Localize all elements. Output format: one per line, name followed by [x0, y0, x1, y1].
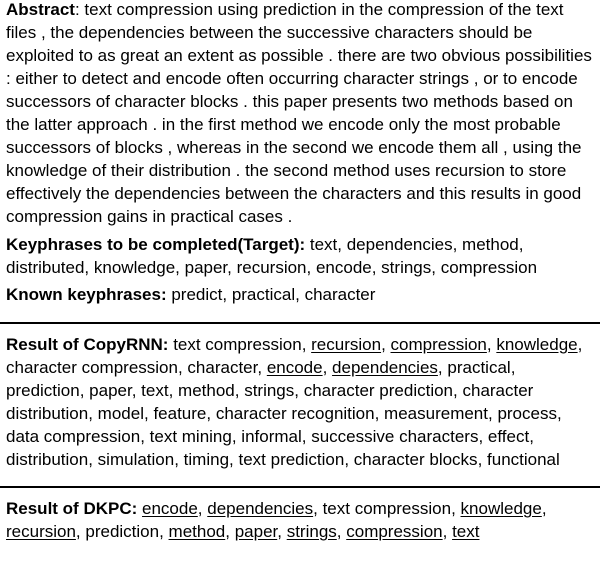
keyphrase-item: encode — [142, 499, 198, 518]
target-label: Keyphrases to be completed(Target): — [6, 235, 306, 254]
abstract-label: Abstract — [6, 0, 75, 19]
keyphrase-item: knowledge — [460, 499, 542, 518]
keyphrase-item: compression — [390, 335, 487, 354]
keyphrase-item: strings — [244, 381, 295, 400]
keyphrase-item: text — [141, 381, 169, 400]
keyphrase-item: knowledge — [496, 335, 578, 354]
dkpc-label: Result of DKPC: — [6, 499, 138, 518]
keyphrase-item: compression — [346, 522, 443, 541]
keyphrase-item: paper — [89, 381, 132, 400]
keyphrase-item: text compression — [173, 335, 302, 354]
keyphrase-item: text mining — [149, 427, 232, 446]
copyrnn-label: Result of CopyRNN: — [6, 335, 169, 354]
keyphrase-item: encode — [266, 358, 323, 377]
keyphrase-item: paper — [234, 522, 278, 541]
keyphrase-item: model — [97, 404, 144, 423]
copyrnn-keyphrase-list: text compression, recursion, compression, knowledge, character compression, character, encode, dependencies, practical, prediction, paper, text, method, strings, character prediction, character distribution, model, feature, character recognition, measurement, process, data compression, text mining, informal, successive characters, effect, distribution, simulation, timing, text prediction, character blocks, functional — [6, 335, 583, 469]
keyphrase-item: character blocks — [353, 450, 478, 469]
keyphrase-item: process — [497, 404, 557, 423]
keyphrase-item: recursion — [311, 335, 382, 354]
keyphrase-item: measurement — [384, 404, 488, 423]
keyphrase-item: prediction — [6, 381, 80, 400]
keyphrase-item: text compression — [322, 499, 452, 518]
keyphrase-item: timing — [183, 450, 230, 469]
keyphrase-item: character prediction — [303, 381, 454, 400]
known-text: predict, practical, character — [171, 285, 376, 304]
copyrnn-result-paragraph — [6, 333, 594, 471]
keyphrase-item: dependencies — [332, 358, 438, 377]
keyphrase-item: feature — [153, 404, 207, 423]
keyphrase-item: method — [168, 522, 226, 541]
abstract-paragraph — [6, 0, 594, 228]
known-label: Known keyphrases: — [6, 285, 167, 304]
keyphrase-item: distribution — [6, 450, 89, 469]
target-text: text, dependencies, method, distributed, knowledge, paper, recursion, encode, strings, compression — [6, 235, 538, 277]
keyphrase-item: character compression — [6, 358, 178, 377]
keyphrase-item: dependencies — [207, 499, 314, 518]
keyphrase-item: data compression — [6, 427, 141, 446]
keyphrase-item: text prediction — [238, 450, 345, 469]
keyphrase-item: method — [178, 381, 235, 400]
dkpc-result-paragraph — [6, 497, 594, 543]
known-keyphrases-paragraph — [6, 283, 594, 306]
dkpc-keyphrase-list: encode, dependencies, text compression, knowledge, recursion, prediction, method, paper, strings, compression, text — [6, 499, 547, 541]
keyphrase-item: strings — [286, 522, 337, 541]
keyphrase-item: recursion — [6, 522, 76, 541]
target-keyphrases-paragraph — [6, 233, 594, 279]
section-divider — [0, 486, 600, 488]
keyphrase-item: practical — [447, 358, 511, 377]
keyphrase-item: functional — [487, 450, 560, 469]
keyphrase-item: simulation — [97, 450, 175, 469]
keyphrase-item: character — [187, 358, 258, 377]
keyphrase-item: effect — [487, 427, 530, 446]
keyphrase-item: prediction — [85, 522, 160, 541]
keyphrase-item: informal — [241, 427, 302, 446]
keyphrase-item: text — [452, 522, 480, 541]
abstract-separator: : — [74, 0, 85, 19]
keyphrase-item: successive characters — [311, 427, 479, 446]
keyphrase-item: character distribution — [6, 381, 534, 423]
abstract-text: text compression using prediction in the compression of the text files , the dependencies between the successive characters should be exploited to as great an extent as possible . there are two obvious possibilities : either to detect and encode often occurring character strings , or to encode successors of character blocks . this paper presents two methods based on the latter approach . in the first method we encode only the most probable successors of blocks , whereas in the second we encode them all , using the knowledge of their distribution . the second method uses recursion to store effectively the dependencies between the characters and this results in good compression gains in practical cases . — [6, 0, 592, 226]
section-divider — [0, 322, 600, 324]
keyphrase-item: character recognition — [215, 404, 375, 423]
